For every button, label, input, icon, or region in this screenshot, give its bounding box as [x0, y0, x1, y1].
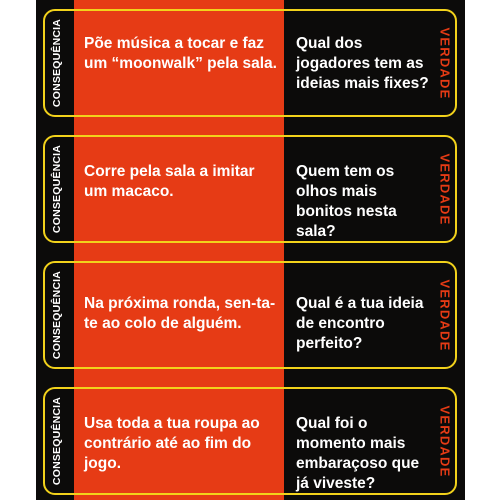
- truth-or-dare-card: [36, 252, 465, 378]
- dare-text: Na próxima ronda, sen-ta-te ao colo de alguém.: [84, 295, 276, 332]
- truth-or-dare-card: [36, 0, 465, 126]
- truth-or-dare-card: [36, 378, 465, 500]
- card-sheet: [36, 0, 465, 500]
- truth-side-label: VERDADE: [437, 27, 453, 99]
- truth-side-label: VERDADE: [437, 153, 453, 225]
- truth-question: Quem tem os olhos mais bonitos nesta sala?: [296, 163, 397, 240]
- truth-or-dare-card: [36, 126, 465, 252]
- truth-question: Qual dos jogadores tem as ideias mais fixes?: [296, 35, 429, 92]
- dare-text: Corre pela sala a imitar um macaco.: [84, 163, 255, 200]
- dare-text: Põe música a tocar e faz um “moonwalk” pela sala.: [84, 35, 277, 72]
- dare-text: Usa toda a tua roupa ao contrário até ao fim do jogo.: [84, 415, 260, 472]
- truth-question: Qual é a tua ideia de encontro perfeito?: [296, 295, 424, 352]
- truth-side-label: VERDADE: [437, 279, 453, 351]
- truth-question: Qual foi o momento mais embaraçoso que já viveste?: [296, 415, 420, 492]
- consequence-side-label: CONSEQUÊNCIA: [51, 18, 64, 108]
- consequence-side-label: CONSEQUÊNCIA: [51, 396, 64, 486]
- consequence-side-label: CONSEQUÊNCIA: [51, 270, 64, 360]
- consequence-side-label: CONSEQUÊNCIA: [51, 144, 64, 234]
- truth-side-label: VERDADE: [437, 405, 453, 477]
